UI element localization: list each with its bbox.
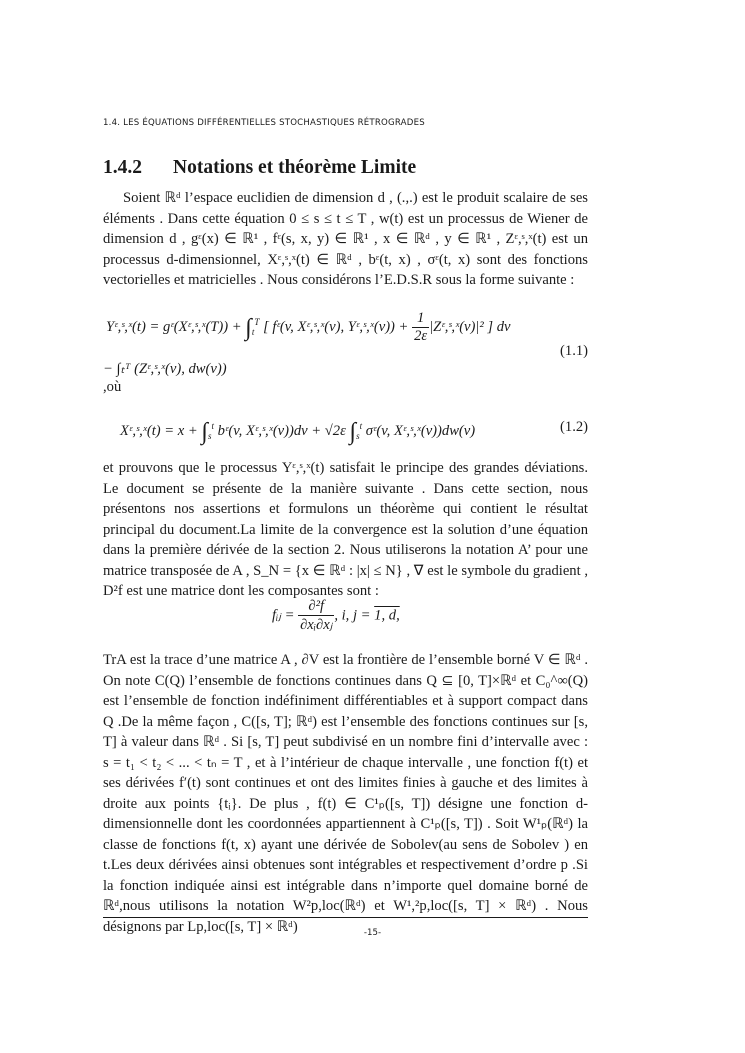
fraction-numerator: 1 xyxy=(412,310,429,328)
equation-1-2: Xᵋ,ˢ,ˣ(t) = $x + \int_s^t$ bᵋ(v, Xᵋ,ˢ,ˣ(v))dv + √2ε $\int_s^t$ σᵋ(v, Xᵋ,ˢ,ˣ(v))dw(v) xyxy=(120,419,476,445)
equation-label-1-2: (1.2) xyxy=(560,419,588,435)
section-number: 1.4.2 xyxy=(103,157,142,178)
section-title: Notations et théorème Limite xyxy=(173,157,417,178)
paragraph-1: Soient ℝᵈ l’espace euclidien de dimension d , (.,.) est le produit scalaire de ses éléments . Dans cette équation 0 ≤ s ≤ t ≤ T , w(t) est un processus de Wiener de dimension d , gᵋ(x) ∈ ℝ¹ , fᵋ(s, x, y) ∈ ℝ¹ , x ∈ ℝᵈ , y ∈ ℝ¹ , Zᵋ,ˢ,ˣ(t) est un processus d-dimensionnel, Xᵋ,ˢ,ˣ(t) ∈ ℝᵈ , bᵋ(t, x) , σᵋ(t, x) sont des fonctions vectorielles et matricielles . Nous considérons l’E.D.S.R sous la forme suivante : xyxy=(103,190,588,288)
equation-fij xyxy=(272,598,400,634)
paragraph-2: et prouvons que le processus Yᵋ,ˢ,ˣ(t) satisfait le principe des grandes déviations. Le document se présente de la manière suivante . Dans cette section, nous présentons nos assertions et formulons un théorème qui contient le résultat principal du document.La limite de la convergence est la solution d’une équation dans la première dérivée de la section 2. Nous utiliserons la notation A’ pour une matrice transposée de A , S_N = {x ∈ ℝᵈ : |x| ≤ N} , ∇ est le symbole du gradient , D²f est une matrice dont les composantes sont : xyxy=(103,460,588,599)
running-header: 1.4. LES ÉQUATIONS DIFFÉRENTIELLES STOCHASTIQUES RÉTROGRADES xyxy=(103,118,425,128)
equation-1-1-lhs: Yᵋ,ˢ,ˣ(t) = gᵋ(Xᵋ,ˢ,ˣ(T)) + xyxy=(106,318,246,335)
fraction-denominator: ∂xᵢ∂xⱼ xyxy=(300,617,333,633)
equation-1-2-part-1: bᵋ(v, Xᵋ,ˢ,ˣ(v))dv + √2ε xyxy=(217,423,350,439)
equation-1-2-lhs: Xᵋ,ˢ,ˣ(t) = x + xyxy=(120,423,202,439)
equation-1-1-line-2: − ∫ₜᵀ (Zᵋ,ˢ,ˣ(v), dw(v)) xyxy=(103,361,227,377)
paragraph-3: TrA est la trace d’une matrice A , ∂V est la frontière de l’ensemble borné V ∈ ℝᵈ . On note C(Q) l’ensemble de fonctions continues dans Q ⊆ [0, T]×ℝᵈ et C₀^∞(Q) est l’ensemble de fonction indéfiniment différentiables et à support compact dans Q .De la même façon , C([s, T]; ℝᵈ) est l’ensemble des fonctions continues sur [s, T] à valeur dans ℝᵈ . Si [s, T] peut subdivisé en un nombre fini d’intervalle avec : s = t₁ < t₂ < ... < tₙ = T , et à l’intérieur de chaque intervalle , une fonction f(t) et ses dérivées f′(t) sont continues et ont des limites finies à gauche et des limites à droite aux points {tᵢ}. De plus , f(t) ∈ C¹ₚ([s, T]) désigne une fonction d-dimensionnelle dont les coordonnées appartiennent à C¹ₚ([s, T]) . Soit W¹ₚ(ℝᵈ) la classe de fonctions f(t, x) ayant une dérivée de Sobolev(au sens de Sobolev ) en t.Les deux dérivées ainsi obtenues sont intégrables et respectivement d’ordre p .Si la fonction indiquée ainsi est intégrable dans n’importe quel domaine borné de ℝᵈ,nous utilisons la notation W²p,loc(ℝᵈ) et W¹,²p,loc([s, T] × ℝᵈ) . Nous désignons par Lp,loc([s, T] × ℝᵈ) xyxy=(103,652,588,935)
fraction-numerator: ∂²f xyxy=(298,598,334,616)
page-number: -15- xyxy=(363,928,382,938)
equation-1-1: Yᵋ,ˢ,ˣ(t) = gᵋ(Xᵋ,ˢ,ˣ(T)) + $\int_t^T$ [ fᵋ(v, Xᵋ,ˢ,ˣ(v), Yᵋ,ˢ,ˣ(v)) + $\frac{1}{2\varepsilon}$ |Zᵋ,ˢ,ˣ(v)|² ] dv xyxy=(106,310,511,344)
footer-rule xyxy=(103,917,588,918)
equation-fij-rhs: , i, j = xyxy=(334,607,375,624)
integral-sign: ∫ xyxy=(245,314,252,341)
equation-1-1-integrand: [ fᵋ(v, Xᵋ,ˢ,ˣ(v), Yᵋ,ˢ,ˣ(v)) + xyxy=(263,318,413,335)
integral-sign: ∫ xyxy=(201,419,208,445)
word-ou: ,où xyxy=(103,379,122,395)
equation-fij-lhs: fᵢⱼ = xyxy=(272,607,299,624)
equation-label-1-1: (1.1) xyxy=(560,343,588,359)
fraction-denominator: 2ε xyxy=(414,328,428,344)
fraction xyxy=(298,598,334,634)
fraction xyxy=(412,310,429,345)
integral-sign: ∫ xyxy=(349,419,357,445)
equation-1-1-tail: |Zᵋ,ˢ,ˣ(v)|² ] dv xyxy=(429,318,511,335)
equation-fij-range: 1, d, xyxy=(374,607,400,624)
section-heading xyxy=(103,157,416,179)
equation-1-2-part-2: σᵋ(v, Xᵋ,ˢ,ˣ(v))dw(v) xyxy=(365,423,476,439)
